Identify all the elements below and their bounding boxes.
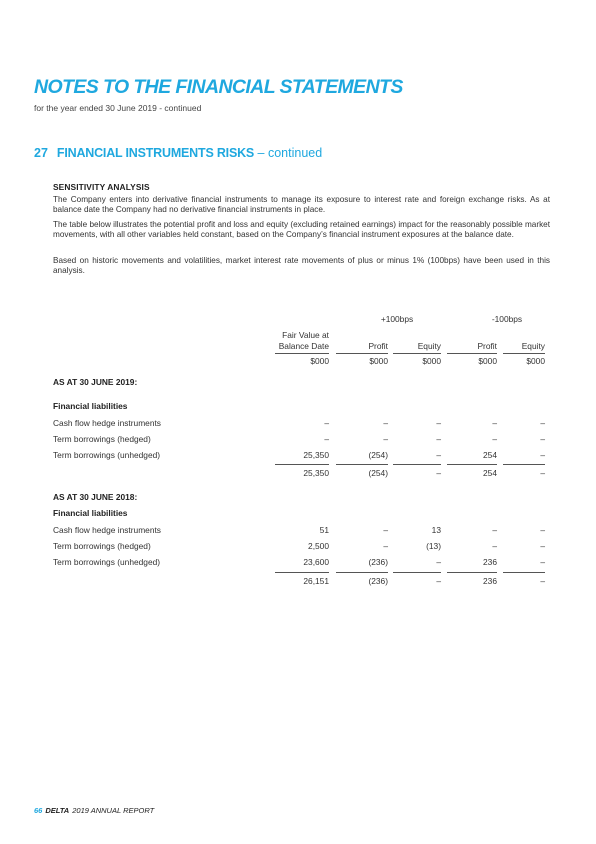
total-cell: – — [436, 576, 441, 586]
table-cell: – — [383, 525, 388, 535]
table-cell: – — [383, 541, 388, 551]
table-cell: – — [436, 450, 441, 460]
paragraph-table-intro: The table below illustrates the potential profit and loss and equity (excluding retained earnings) impact for the reasonably possible market movements, with all other variables held constant, based on the Company’s financial instrument exposures at the balance date. — [53, 220, 550, 240]
table-cell: – — [436, 418, 441, 428]
table-cell: – — [492, 418, 497, 428]
section-title: FINANCIAL INSTRUMENTS RISKS — [56, 146, 255, 160]
total-rule — [393, 464, 441, 465]
table-cell: 236 — [483, 557, 497, 567]
header-rule — [275, 353, 329, 354]
row-label: Term borrowings (unhedged) — [53, 557, 161, 567]
table-cell: – — [492, 525, 497, 535]
page-number: 66 — [34, 806, 43, 815]
page-title: NOTES TO THE FINANCIAL STATEMENTS — [34, 76, 403, 98]
unit-label: $000 — [310, 356, 329, 366]
header-rule — [393, 353, 441, 354]
unit-label: $000 — [422, 356, 441, 366]
table-cell: – — [436, 557, 441, 567]
table-cell: – — [383, 434, 388, 444]
header-rule — [503, 353, 545, 354]
header-rule — [447, 353, 497, 354]
page-footer — [34, 806, 154, 815]
total-cell: 25,350 — [303, 468, 329, 478]
block-heading-2018: AS AT 30 JUNE 2018: — [53, 492, 138, 502]
row-label: Term borrowings (unhedged) — [53, 450, 161, 460]
col-header-equity-minus: Equity — [521, 341, 545, 351]
table-cell: – — [436, 434, 441, 444]
total-rule — [275, 572, 329, 573]
report-name: 2019 ANNUAL REPORT — [72, 806, 155, 815]
unit-label: $000 — [369, 356, 388, 366]
total-rule — [503, 464, 545, 465]
block-heading-2019: AS AT 30 JUNE 2019: — [53, 377, 138, 387]
unit-label: $000 — [526, 356, 545, 366]
table-cell: 254 — [483, 450, 497, 460]
col-header-profit-plus: Profit — [368, 341, 388, 351]
total-cell: (236) — [368, 576, 388, 586]
total-cell: 254 — [483, 468, 497, 478]
total-cell: – — [540, 576, 545, 586]
table-cell: – — [540, 434, 545, 444]
block-subheading: Financial liabilities — [53, 508, 128, 518]
col-header-profit-minus: Profit — [477, 341, 497, 351]
table-cell: – — [540, 557, 545, 567]
table-cell: – — [383, 418, 388, 428]
total-cell: (254) — [368, 468, 388, 478]
col-header-fair-value-2: Balance Date — [278, 341, 329, 351]
row-label: Term borrowings (hedged) — [53, 541, 151, 551]
group-header-minus-100bps: -100bps — [491, 314, 523, 324]
total-rule — [447, 572, 497, 573]
group-header-plus-100bps: +100bps — [380, 314, 414, 324]
subsection-heading: SENSITIVITY ANALYSIS — [53, 182, 150, 192]
total-rule — [275, 464, 329, 465]
row-label: Term borrowings (hedged) — [53, 434, 151, 444]
table-cell: – — [540, 418, 545, 428]
section-heading — [34, 146, 322, 160]
total-rule — [336, 464, 388, 465]
total-rule — [393, 572, 441, 573]
unit-label: $000 — [478, 356, 497, 366]
block-subheading: Financial liabilities — [53, 401, 128, 411]
section-number: 27 — [34, 146, 48, 160]
total-cell: 26,151 — [303, 576, 329, 586]
total-cell: 236 — [483, 576, 497, 586]
section-continued: – continued — [254, 146, 323, 160]
table-cell: (13) — [426, 541, 441, 551]
table-cell: – — [324, 434, 329, 444]
table-cell: 25,350 — [303, 450, 329, 460]
table-cell: – — [540, 450, 545, 460]
table-cell: 13 — [431, 525, 441, 535]
total-rule — [336, 572, 388, 573]
col-header-fair-value-1: Fair Value at — [282, 330, 329, 340]
total-cell: – — [540, 468, 545, 478]
brand-name: DELTA — [45, 806, 70, 815]
table-cell: – — [492, 541, 497, 551]
table-cell: 23,600 — [303, 557, 329, 567]
page-subtitle: for the year ended 30 June 2019 - continued — [34, 103, 202, 113]
row-label: Cash flow hedge instruments — [53, 525, 161, 535]
table-cell: 2,500 — [308, 541, 329, 551]
table-cell: – — [540, 525, 545, 535]
table-cell: – — [540, 541, 545, 551]
total-rule — [503, 572, 545, 573]
table-cell: – — [324, 418, 329, 428]
table-cell: (236) — [368, 557, 388, 567]
paragraph-methodology: Based on historic movements and volatilities, market interest rate movements of plus or minus 1% (100bps) have been used in this analysis. — [53, 256, 550, 276]
row-label: Cash flow hedge instruments — [53, 418, 161, 428]
col-header-equity-plus: Equity — [417, 341, 441, 351]
paragraph-derivatives: The Company enters into derivative financial instruments to manage its exposure to interest rate and foreign exchange risks. As at balance date the Company had no derivative financial instruments in place. — [53, 195, 550, 215]
header-rule — [336, 353, 388, 354]
table-cell: (254) — [368, 450, 388, 460]
table-cell: – — [492, 434, 497, 444]
table-cell: 51 — [319, 525, 329, 535]
total-cell: – — [436, 468, 441, 478]
total-rule — [447, 464, 497, 465]
